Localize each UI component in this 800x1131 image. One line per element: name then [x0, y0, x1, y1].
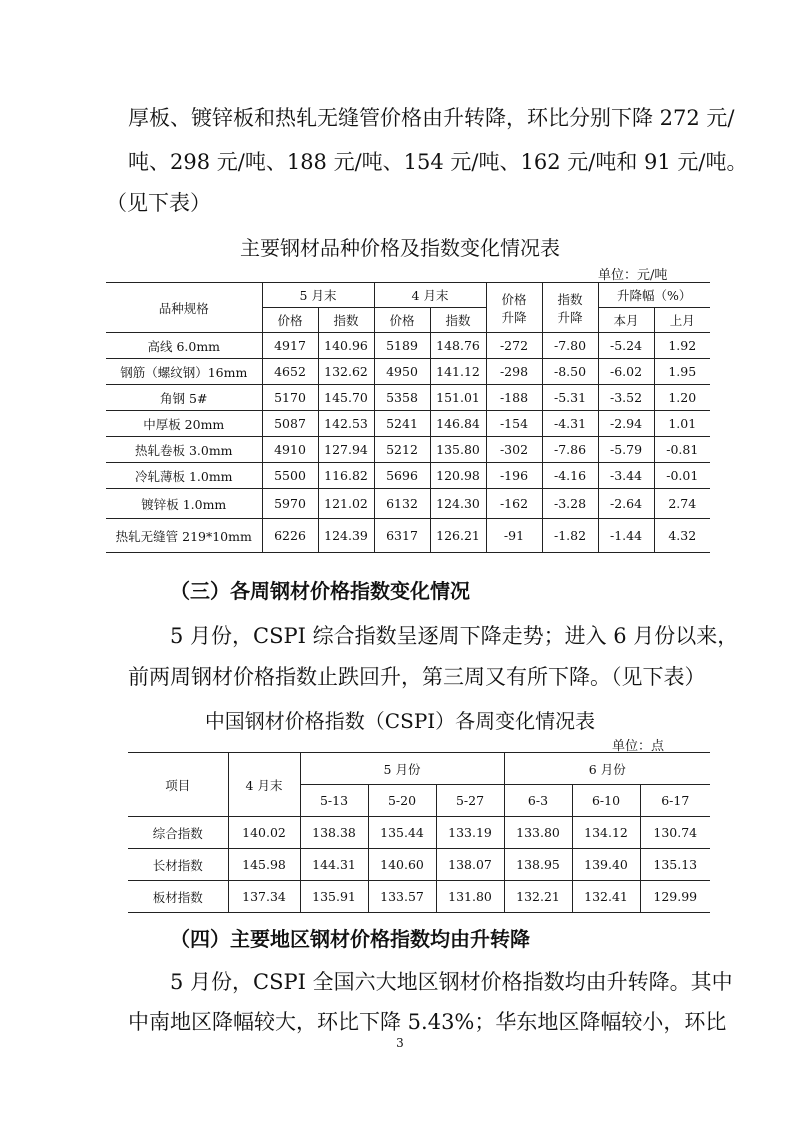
- header-price: 价格: [374, 308, 430, 333]
- header-price-change: 价格 升降: [486, 283, 542, 333]
- table1-title: 主要钢材品种价格及指数变化情况表: [240, 236, 560, 260]
- table-row: 冷轧薄板 1.0mm 5500 116.82 5696 120.98 -196 -4.16 -3.44 -0.01: [106, 463, 710, 489]
- table-row: 板材指数 137.34 135.91 133.57 131.80 132.21 132.41 129.99: [128, 881, 710, 913]
- header-last-month: 上月: [654, 308, 710, 333]
- table-row: 热轧无缝管 219*10mm 6226 124.39 6317 126.21 -91 -1.82 -1.44 4.32: [106, 519, 710, 553]
- header-index-change: 指数 升降: [542, 283, 598, 333]
- table-row: 长材指数 145.98 144.31 140.60 138.07 138.95 139.40 135.13: [128, 849, 710, 881]
- paragraph-line: （见下表）: [106, 191, 211, 215]
- header-change-range: 升降幅（%）: [598, 283, 710, 308]
- header-variety: 品种规格: [106, 283, 262, 333]
- table1-unit: 单位：元/吨: [598, 268, 668, 283]
- table2-title: 中国钢材价格指数（CSPI）各周变化情况表: [204, 709, 596, 733]
- table-row: 钢筋（螺纹钢）16mm 4652 132.62 4950 141.12 -298 -8.50 -6.02 1.95: [106, 359, 710, 385]
- paragraph-line: 吨、298 元/吨、188 元/吨、154 元/吨、162 元/吨和 91 元/吨。: [128, 150, 748, 174]
- paragraph-line: 5 月份，CSPI 综合指数呈逐周下降走势；进入 6 月份以来，: [170, 624, 739, 648]
- header-jun: 6 月份: [504, 753, 710, 785]
- price-index-table: [106, 282, 710, 553]
- header-index: 指数: [318, 308, 374, 333]
- header-may: 5 月份: [300, 753, 504, 785]
- header-may-end: 5 月末: [262, 283, 374, 308]
- table2-unit: 单位：点: [612, 739, 665, 754]
- header-week: 6-3: [504, 785, 572, 817]
- cspi-weekly-table: [128, 752, 710, 913]
- section-heading: （三）各周钢材价格指数变化情况: [170, 579, 470, 603]
- paragraph-line: 中南地区降幅较大，环比下降 5.43%；华东地区降幅较小，环比: [128, 1010, 727, 1034]
- table-row: 角钢 5# 5170 145.70 5358 151.01 -188 -5.31 -3.52 1.20: [106, 385, 710, 411]
- table-row: 镀锌板 1.0mm 5970 121.02 6132 124.30 -162 -3.28 -2.64 2.74: [106, 489, 710, 519]
- header-apr-end: 4 月末: [374, 283, 486, 308]
- header-item: 项目: [128, 753, 228, 817]
- table-row: 热轧卷板 3.0mm 4910 127.94 5212 135.80 -302 -7.86 -5.79 -0.81: [106, 437, 710, 463]
- header-index: 指数: [430, 308, 486, 333]
- header-price: 价格: [262, 308, 318, 333]
- header-week: 6-17: [640, 785, 710, 817]
- paragraph-line: 前两周钢材价格指数止跌回升，第三周又有所下降。（见下表）: [128, 665, 706, 689]
- header-week: 5-27: [436, 785, 504, 817]
- header-week: 5-13: [300, 785, 368, 817]
- header-week: 6-10: [572, 785, 640, 817]
- page-number: 3: [396, 1036, 404, 1050]
- section-heading: （四）主要地区钢材价格指数均由升转降: [170, 927, 530, 951]
- header-this-month: 本月: [598, 308, 654, 333]
- table-row: 高线 6.0mm 4917 140.96 5189 148.76 -272 -7.80 -5.24 1.92: [106, 333, 710, 359]
- header-apr-end: 4 月末: [228, 753, 300, 817]
- paragraph-line: 5 月份，CSPI 全国六大地区钢材价格指数均由升转降。其中: [170, 970, 733, 994]
- paragraph-line: 厚板、镀锌板和热轧无缝管价格由升转降，环比分别下降 272 元/: [128, 106, 735, 130]
- table-row: 综合指数 140.02 138.38 135.44 133.19 133.80 134.12 130.74: [128, 817, 710, 849]
- header-week: 5-20: [368, 785, 436, 817]
- table-row: 中厚板 20mm 5087 142.53 5241 146.84 -154 -4.31 -2.94 1.01: [106, 411, 710, 437]
